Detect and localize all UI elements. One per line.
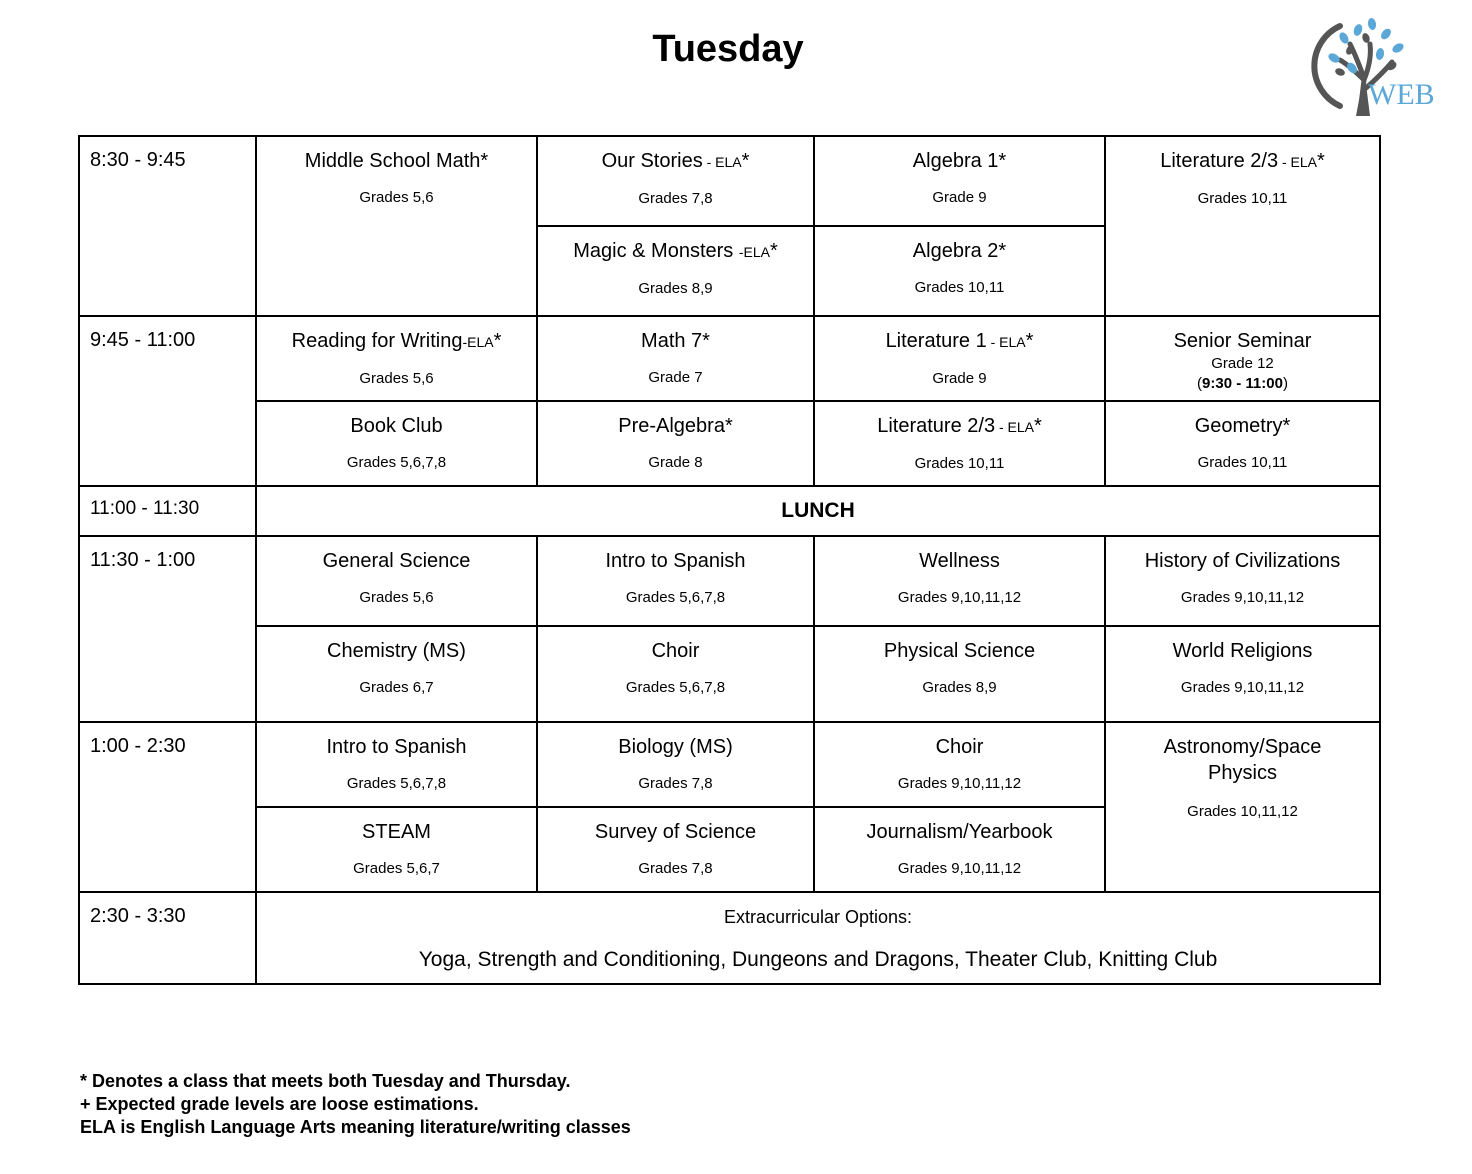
logo-text: WEB [1368, 78, 1435, 111]
class-grades: Grades 5,6,7,8 [346, 775, 447, 792]
class-cell [537, 226, 814, 316]
class-cell [1105, 626, 1380, 722]
class-cell [537, 626, 814, 722]
class-title: Senior Seminar [1173, 330, 1312, 352]
ela-suffix: - ELA [995, 419, 1034, 435]
class-title: General Science [322, 550, 471, 572]
class-cell [814, 626, 1105, 722]
star-marker: * [1025, 330, 1034, 352]
class-cell [814, 316, 1105, 401]
time-slot: 8:30 - 9:45 [79, 136, 256, 316]
ela-suffix: - ELA [986, 334, 1026, 350]
class-title: Math 7* [641, 330, 710, 352]
class-title: Astronomy/Space Physics [1163, 736, 1322, 784]
class-cell [814, 722, 1105, 807]
extracurricular-heading: Extracurricular Options: [723, 907, 913, 927]
time-slot: 9:45 - 11:00 [79, 316, 256, 486]
class-cell [256, 401, 537, 486]
class-title: Book Club [350, 415, 443, 437]
lunch-banner: LUNCH [256, 486, 1380, 536]
class-title: STEAM [362, 821, 431, 843]
time-note-open: ( [1197, 375, 1203, 392]
class-grades: Grade 7 [648, 369, 703, 386]
class-cell [256, 136, 537, 316]
class-cell [814, 401, 1105, 486]
class-cell [814, 136, 1105, 226]
class-cell [814, 226, 1105, 316]
class-title: Literature 2/3 [1160, 150, 1279, 172]
class-title: Survey of Science [594, 821, 757, 843]
class-grades: Grades 8,9 [922, 679, 997, 696]
class-grades: Grades 5,6,7 [353, 860, 440, 877]
class-cell [256, 626, 537, 722]
class-cell [537, 722, 814, 807]
class-grades: Grades 7,8 [638, 190, 713, 207]
footnote: + Expected grade levels are loose estimations. [80, 1094, 479, 1114]
star-marker: * [1033, 415, 1042, 437]
class-cell [537, 401, 814, 486]
class-title: World Religions [1172, 640, 1313, 662]
class-title: Algebra 1* [912, 150, 1007, 172]
class-grades: Grades 7,8 [638, 775, 713, 792]
footnote: ELA is English Language Arts meaning literature/writing classes [80, 1117, 631, 1137]
class-title: Literature 2/3 [877, 415, 996, 437]
time-note-close: ) [1282, 375, 1288, 392]
class-cell [1105, 136, 1380, 316]
page-title: Tuesday [652, 28, 804, 70]
class-title: Algebra 2* [912, 240, 1007, 262]
time-slot: 11:00 - 11:30 [79, 486, 256, 536]
extracurricular-options: Yoga, Strength and Conditioning, Dungeons and Dragons, Theater Club, Knitting Club [418, 948, 1218, 971]
class-title: Journalism/Yearbook [866, 821, 1053, 843]
class-cell [256, 722, 537, 807]
star-marker: * [741, 150, 750, 172]
class-grades: Grades 10,11 [1197, 454, 1288, 471]
class-title: Intro to Spanish [326, 736, 467, 758]
class-grades: Grades 9,10,11,12 [897, 860, 1022, 877]
star-marker: * [769, 240, 778, 262]
extracurricular-cell [256, 892, 1380, 984]
class-cell [1105, 316, 1380, 401]
class-cell [537, 136, 814, 226]
time-slot: 11:30 - 1:00 [79, 536, 256, 722]
class-title: Physical Science [883, 640, 1036, 662]
class-cell [814, 536, 1105, 626]
class-grades: Grades 9,10,11,12 [897, 589, 1022, 606]
class-grades: Grades 5,6,7,8 [625, 589, 726, 606]
class-title: Reading for Writing [291, 330, 463, 352]
class-grades: Grades 5,6,7,8 [625, 679, 726, 696]
class-grades: Grade 9 [932, 189, 987, 206]
footnotes [80, 1070, 631, 1139]
web-tree-logo [1300, 8, 1450, 120]
class-grades: Grades 5,6 [359, 189, 434, 206]
ela-suffix: - ELA [702, 154, 742, 170]
class-grades: Grades 6,7 [359, 679, 434, 696]
class-title: Biology (MS) [618, 736, 733, 758]
class-grades: Grades 9,10,11,12 [897, 775, 1022, 792]
class-grades: Grades 9,10,11,12 [1180, 589, 1305, 606]
class-cell [814, 807, 1105, 892]
class-grades: Grades 8,9 [638, 280, 713, 297]
time-note: 9:30 - 11:00 [1202, 375, 1283, 392]
class-grades: Grade 9 [932, 370, 987, 387]
star-marker: * [493, 330, 502, 352]
ela-suffix: -ELA [738, 244, 770, 260]
class-grades: Grades 5,6 [359, 370, 434, 387]
class-cell [256, 316, 537, 401]
class-title: History of Civilizations [1144, 550, 1341, 572]
class-grades: Grades 5,6 [359, 589, 434, 606]
class-cell [537, 807, 814, 892]
class-title: Intro to Spanish [605, 550, 746, 572]
class-grades: Grades 5,6,7,8 [346, 454, 447, 471]
time-slot: 1:00 - 2:30 [79, 722, 256, 892]
class-grades: Grades 10,11,12 [1187, 803, 1298, 820]
class-title: Literature 1 [885, 330, 987, 352]
class-cell [256, 807, 537, 892]
class-cell [1105, 722, 1380, 892]
class-title: Middle School Math* [304, 150, 489, 172]
ela-suffix: - ELA [1278, 154, 1317, 170]
class-cell [537, 536, 814, 626]
time-slot: 2:30 - 3:30 [79, 892, 256, 984]
class-grades: Grades 10,11 [1197, 190, 1288, 207]
class-cell [1105, 536, 1380, 626]
class-grades: Grade 12 [1211, 355, 1274, 372]
class-cell [537, 316, 814, 401]
class-title: Wellness [919, 550, 1000, 572]
footnote: * Denotes a class that meets both Tuesday and Thursday. [80, 1071, 571, 1091]
class-title: Choir [935, 736, 984, 758]
class-title: Magic & Monsters [573, 240, 739, 262]
class-title: Choir [651, 640, 700, 662]
class-cell [256, 536, 537, 626]
ela-suffix: -ELA [462, 334, 494, 350]
class-grades: Grades 9,10,11,12 [1180, 679, 1305, 696]
class-grades: Grades 10,11 [914, 455, 1005, 472]
class-cell [1105, 401, 1380, 486]
class-title: Geometry* [1194, 415, 1291, 437]
class-grades: Grades 7,8 [638, 860, 713, 877]
class-grades: Grade 8 [648, 454, 703, 471]
schedule-table [78, 135, 1381, 985]
class-title: Our Stories [601, 150, 703, 172]
star-marker: * [1316, 150, 1325, 172]
class-title: Pre-Algebra* [618, 415, 733, 437]
class-title: Chemistry (MS) [327, 640, 466, 662]
class-grades: Grades 10,11 [914, 279, 1005, 296]
